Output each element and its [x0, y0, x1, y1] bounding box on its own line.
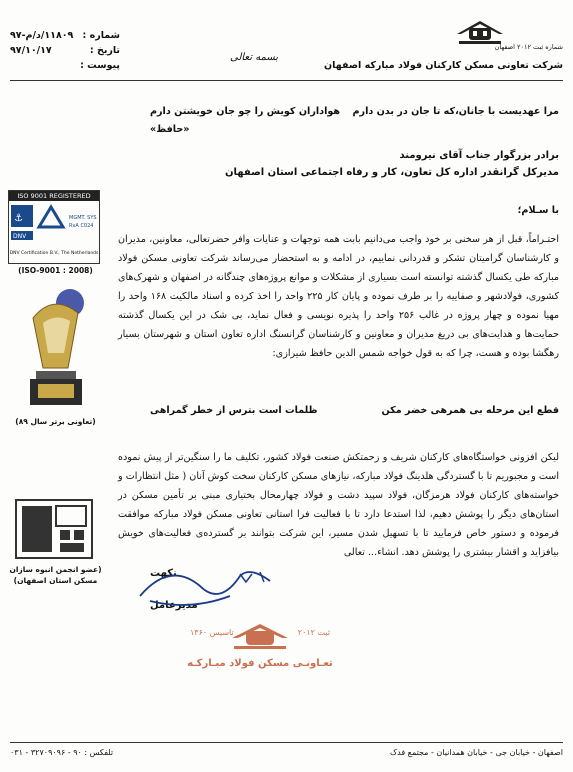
association-caption: (عضو انجمن انبوه سازان مسکن استان اصفهان) — [9, 565, 102, 585]
meta-attachment: پیوست : — [80, 60, 120, 71]
iso-number: (ISO-9001 : 2008) — [18, 266, 93, 275]
svg-text:RvA C024: RvA C024 — [69, 223, 94, 229]
paragraph-1: احتـراماً، قبل از هر سخنی بر خود واجب می‌دانیم بابت همه توجهات و عنایات وافر حضرتعالی، معاونین، مدیران و کارشناسان گرامیتان تشکر و قدردانی نماییم، در ادامه و به استحضار می‌رساند شرکت تعاونی مسکن فولاد مبارکه طی یکسال گذشته توانسته است بسیاری از مشکلات و موانع پروژه‌های چندگانه در اصفهان و شهرک‌های کشوری، فولادشهر و صفاییه را بر طرف نموده و پایان کار ۲۲۵ واحد را اخذ کرده و اسناد مالکیت ۱۶۸ واحد را مهیا نموده و چهار پروژه در غالب ۲۵۶ واحد را پذیره نویسی و فعال نماید، بی شک در این یکسال گذشته حمایت‌ها و هدایت‌های بی دریغ مدیران و معاونین و کارشناسان گرانسنگ اداره تعاون استان و شهرستان بسیار رهگشا بوده و هست، چرا که به قول خواجه شمس الدین حافظ شیرازی: — [118, 234, 560, 359]
basmala-heading: بسمه تعالی — [230, 52, 279, 63]
poem-author: «حافظ» — [150, 124, 190, 135]
footer-address: اصفهان - خیابان جی - خیابان همدانیان - مجتمع فدک — [389, 748, 563, 757]
handwritten-signature-icon — [130, 556, 300, 616]
header-divider — [10, 80, 563, 81]
paragraph-2: لیکن افزونی خواستگاه‌های کارکنان شریف و زحمتکش صنعت فولاد کشور، تکلیف ما را سنگین‌تر از پیش نموده است و مجبوریم تا با گستردگی هلدینگ فولاد مبارکه، نیازهای مسکن کارکنان سخت کوش آنان ( مثل انتظارات و خواسته‌های کارکنان فولاد هرمزگان، فولاد سپید دشت و فولاد چهارمحال بختیاری مبنی بر تأمین مسکن در استان‌های دیگر را پوشش دهیم، لذا استدعا دارد تا با فعالیت فرا استانی تعاونی مسکن فولاد مبارکه موافقت فرموده و دستور خاص فرمایید تا با تسهیل شدن مسیر، این شرکت بتوانند بر گسترده‌ی فعالیت‌های خویش بیافزاید و اقشار بیشتری را پوشش دهد. انشاء... تعالی — [118, 452, 559, 558]
trophy-award-icon — [8, 283, 103, 413]
signature-title-2: مدیرعامل — [150, 600, 198, 611]
footer — [10, 748, 563, 757]
stamp-house-icon — [230, 622, 290, 652]
poem-line-1b: هواداران کویش را چو جان خویشتن دارم — [150, 106, 341, 117]
stamp-logo: تاسیس ۱۳۶۰ ثبت ۲۰۱۲ تعـاونـی مسکن فولاد مبـارکـه — [175, 622, 345, 677]
signature-title-1: نکهت — [150, 568, 177, 579]
company-logo: شماره ثبت ۲۰۱۲ اصفهان شرکت تعاونی مسکن کارکنان فولاد مبارکه اصفهان — [383, 20, 563, 70]
verse-line-b: ظلمات است بترس از خطر گمراهی — [150, 405, 318, 416]
greeting: با سـلام؛ — [517, 205, 559, 216]
svg-text:MGMT. SYS.: MGMT. SYS. — [69, 215, 97, 221]
poem-line-1a: مرا عهدیست با جانان،که تا جان در بدن دارم — [352, 106, 559, 117]
footer-divider — [10, 742, 563, 743]
builders-association-logo-icon — [14, 498, 94, 560]
company-name: شرکت تعاونی مسکن کارکنان فولاد مبارکه اصفهان — [324, 60, 563, 71]
svg-text:⚓: ⚓ — [14, 213, 23, 224]
iso-badge: ISO 9001 REGISTERED ⚓ DNV MGMT. SYS. RvA C024 DNV Certification B.V., The Netherlands — [8, 190, 100, 264]
letter-meta — [10, 28, 120, 73]
svg-text:DNV: DNV — [13, 233, 27, 240]
meta-number: شماره : ۱۱۸۰۹/د/م-۹۷ — [10, 30, 120, 41]
award-caption: (تعاونی برتر سال ۸۹) — [15, 417, 96, 426]
meta-date: تاریخ : ۹۷/۱۰/۱۷ — [10, 45, 120, 56]
recipient-title: مدیرکل گرانقدر اداره کل تعاون، کار و رفاه اجتماعی استان اصفهان — [225, 167, 559, 178]
left-badges — [8, 190, 103, 586]
footer-phone: تلفکس : ۹۰ - ۳۲۷۰۹۰۹۶ - ۰۳۱ — [10, 748, 114, 757]
dnv-logo-icon — [9, 201, 97, 247]
recipient-name: برادر بزرگوار جناب آقای نیرومند — [399, 150, 559, 161]
verse-line-a: قطع این مرحله بی همرهی خضر مکن — [381, 405, 559, 416]
